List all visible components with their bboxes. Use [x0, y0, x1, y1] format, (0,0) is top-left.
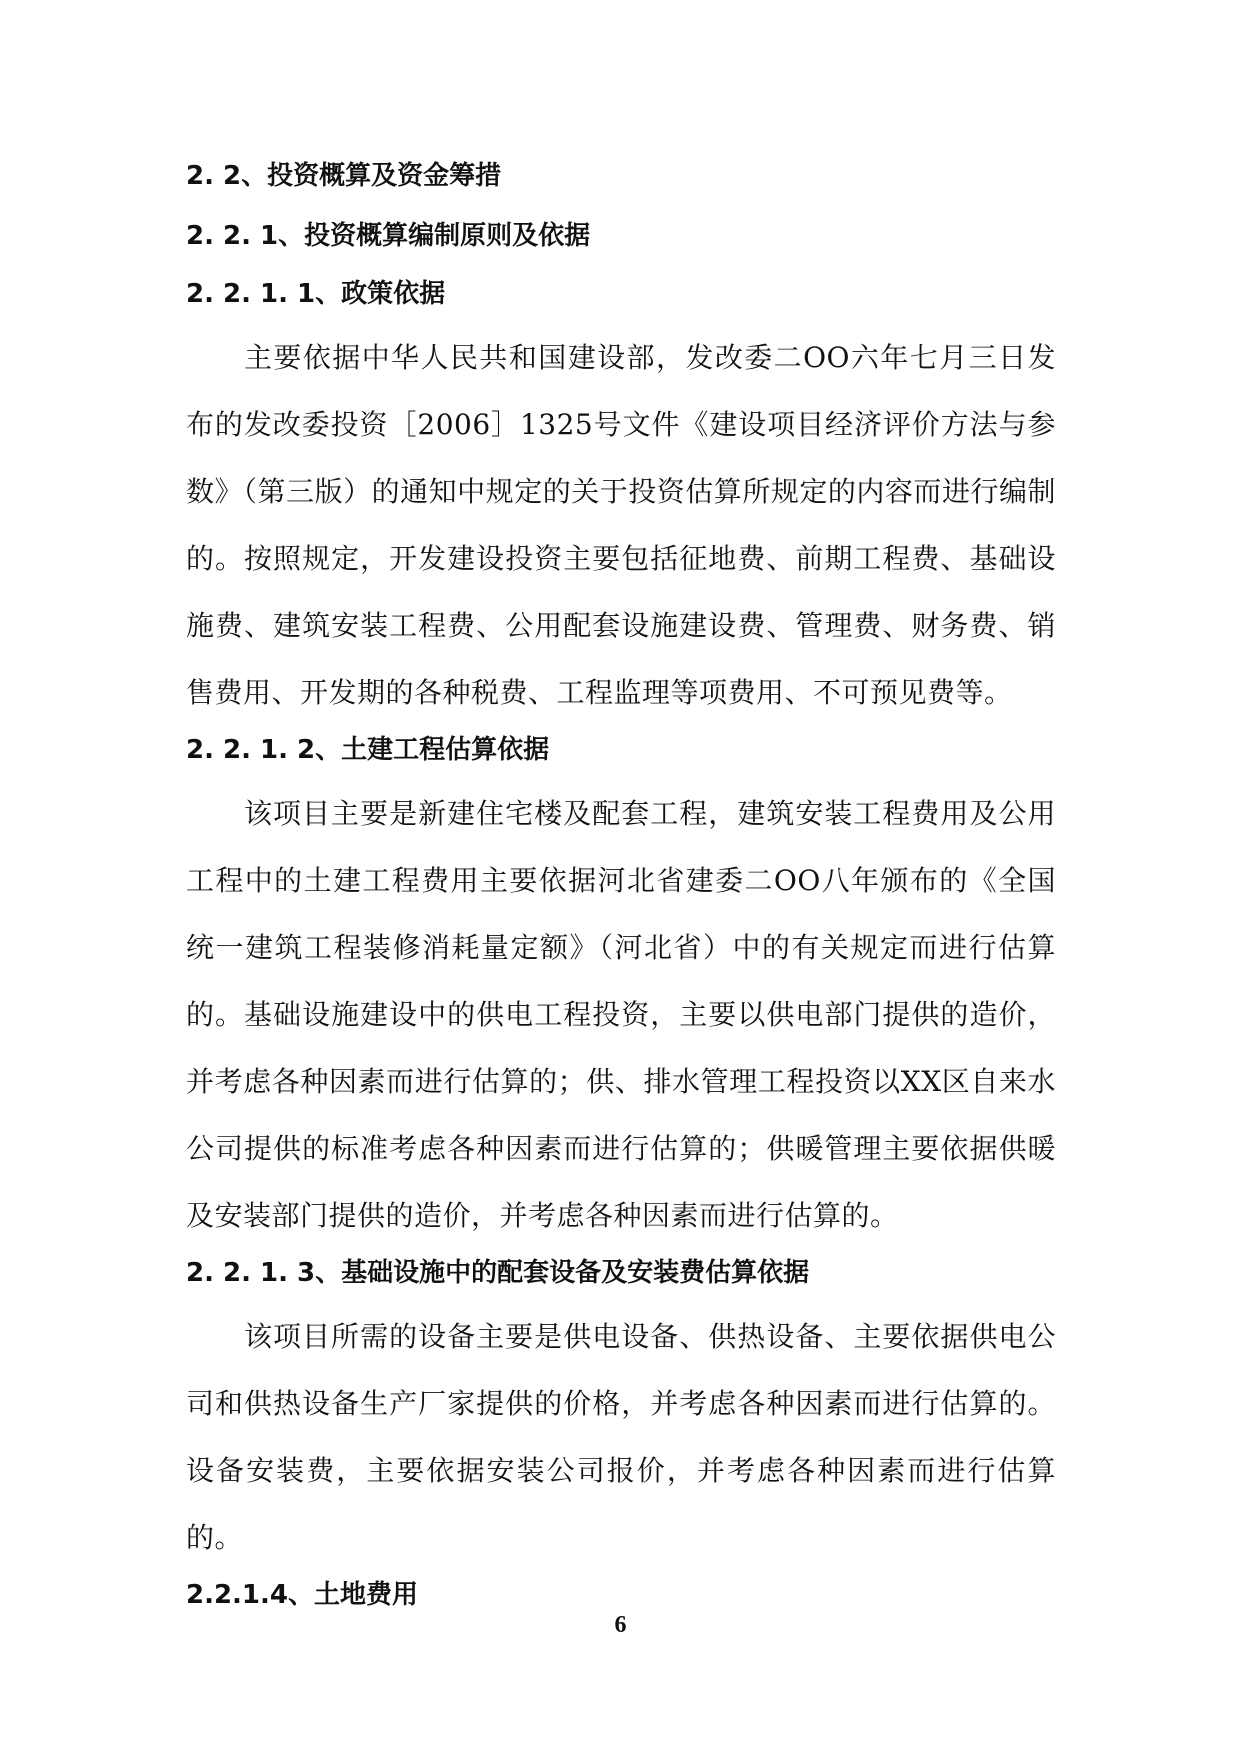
paragraph-equipment-installation-basis: 该项目所需的设备主要是供电设备、供热设备、主要依据供电公司和供热设备生产厂家提供的价格，并考虑各种因素而进行估算的。设备安装费，主要依据安装公司报价，并考虑各种因素而进行估算的。 — [186, 1320, 1056, 1554]
section-heading-2-2-1: 2. 2. 1、投资概算编制原则及依据 — [186, 221, 591, 251]
section-heading-2-2: 2. 2、投资概算及资金筹措 — [186, 161, 502, 191]
section-heading-2-2-1-3: 2. 2. 1. 3、基础设施中的配套设备及安装费估算依据 — [186, 1258, 810, 1288]
section-heading-2-2-1-4: 2.2.1.4、土地费用 — [186, 1580, 418, 1610]
paragraph-policy-basis: 主要依据中华人民共和国建设部，发改委二OO六年七月三日发布的发改委投资［2006］1325号文件《建设项目经济评价方法与参数》（第三版）的通知中规定的关于投资估算所规定的内容而进行编制的。按照规定，开发建设投资主要包括征地费、前期工程费、基础设施费、建筑安装工程费、公用配套设施建设费、管理费、财务费、销售费用、开发期的各种税费、工程监理等项费用、不可预见费等。 — [186, 341, 1056, 709]
page-content — [186, 160, 1056, 1625]
page-number: 6 — [614, 1612, 627, 1638]
section-heading-2-2-1-1: 2. 2. 1. 1、政策依据 — [186, 279, 446, 309]
section-heading-2-2-1-2: 2. 2. 1. 2、土建工程估算依据 — [186, 735, 550, 765]
paragraph-civil-engineering-basis: 该项目主要是新建住宅楼及配套工程，建筑安装工程费用及公用工程中的土建工程费用主要依据河北省建委二OO八年颁布的《全国统一建筑工程装修消耗量定额》（河北省）中的有关规定而进行估算的。基础设施建设中的供电工程投资，主要以供电部门提供的造价，并考虑各种因素而进行估算的；供、排水管理工程投资以XX区自来水公司提供的标准考虑各种因素而进行估算的；供暖管理主要依据供暖及安装部门提供的造价，并考虑各种因素而进行估算的。 — [186, 797, 1056, 1232]
